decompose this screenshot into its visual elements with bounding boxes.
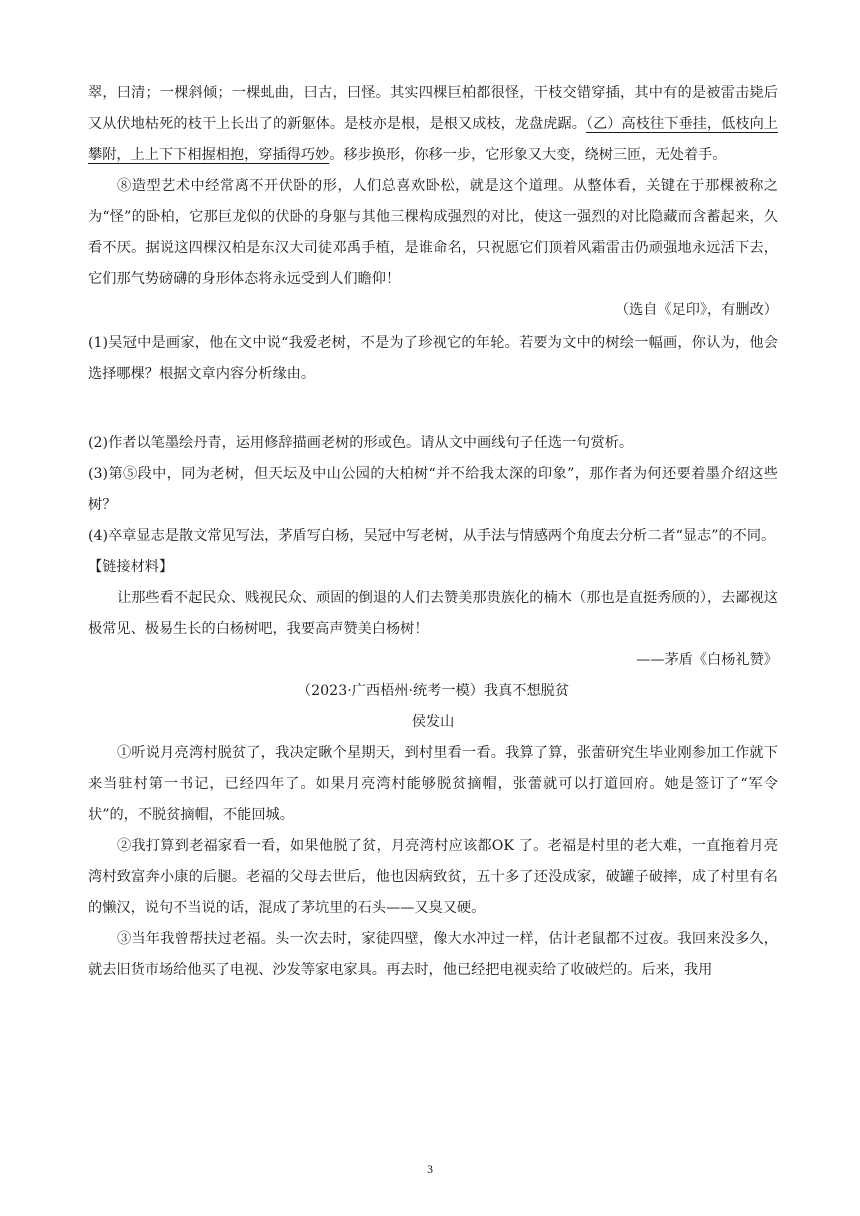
link-material-text: 让那些看不起民众、贱视民众、顽固的倒退的人们去赞美那贵族化的楠木（那也是直挺秀颀的），去鄙视这极常见、极易生长的白杨树吧，我要高声赞美白杨树！	[88, 590, 778, 637]
passage1-paragraph-7	[88, 78, 778, 171]
link-material-heading: 【链接材料】	[88, 559, 174, 575]
page-number: 3	[427, 1162, 433, 1176]
passage2-paragraph-3: ③当年我曾帮扶过老福。头一次去时，家徒四壁，像大水冲过一样，估计老鼠都不过夜。我回来没多久，就去旧货市场给他买了电视、沙发等家电家具。再去时，他已经把电视卖给了收破烂的。后来，我用	[88, 931, 778, 978]
question-1: (1)吴冠中是画家，他在文中说“我爱老树，不是为了珍视它的年轮。若要为文中的树绘一幅画，你认为，他会选择哪棵？根据文章内容分析缘由。	[88, 335, 778, 382]
page-content	[88, 78, 778, 986]
source-note: （选自《足印》，有删改）	[614, 302, 778, 318]
passage2-paragraph-1: ①听说月亮湾村脱贫了，我决定瞅个星期天，到村里看一看。我算了算，张蕾研究生毕业刚参加工作就下来当驻村第一书记，已经四年了。如果月亮湾村能够脱贫摘帽，张蕾就可以打道回府。她是签订了“军令状”的，不脱贫摘帽，不能回城。	[88, 745, 778, 823]
passage2-author: 侯发山	[411, 714, 455, 730]
link-material-attribution: ——茅盾《白杨礼赞》	[636, 652, 778, 668]
question-2: (2)作者以笔墨绘丹青，运用修辞描画老树的形或色。请从文中画线句子任选一句赏析。	[88, 435, 634, 451]
passage2-paragraph-2: ②我打算到老福家看一看，如果他脱了贫，月亮湾村应该都OK 了。老福是村里的老大难，一直拖着月亮湾村致富奔小康的后腿。老福的父母去世后，他也因病致贫，五十多了还没成家，破罐子破摔，成了村里有名的懒汉，说句不当说的话，混成了茅坑里的石头——又臭又硬。	[88, 838, 778, 916]
answer-space	[88, 390, 778, 428]
question-4: (4)卒章显志是散文常见写法，茅盾写白杨，吴冠中写老树，从手法与情感两个角度去分析二者“显志”的不同。	[88, 528, 776, 544]
underlined-sentence-yi: （乙）高枝往下垂挂，低枝向上攀附，上上下下相握相抱，穿插得巧妙	[88, 116, 778, 163]
passage2-title: （2023·广西梧州·统考一模）我真不想脱贫	[296, 683, 570, 699]
paragraph-7-text: 翠，曰清；一棵斜倾；一棵虬曲，曰古，曰怪。其实四棵巨柏都很怪，干枝交错穿插，其中有的是被雷击毙后又从伏地枯死的枝干上长出了的新躯体。是枝亦是根，是根又成枝，龙盘虎踞。	[88, 85, 778, 132]
passage1-paragraph-8: ⑧造型艺术中经常离不开伏卧的形，人们总喜欢卧松，就是这个道理。从整体看，关键在于那棵被称之为“怪”的卧柏，它那巨龙似的伏卧的身躯与其他三棵构成强烈的对比，使这一强烈的对比隐藏而含蓄起来，久看不厌。据说这四棵汉柏是东汉大司徒邓禹手植，是谁命名，只祝愿它们顶着风霜雷击仍顽强地永远活下去，它们那气势磅礴的身形体态将永远受到人们瞻仰！	[88, 178, 778, 287]
question-3: (3)第⑤段中，同为老树，但天坛及中山公园的大柏树“并不给我太深的印象”，那作者为何还要着墨介绍这些树？	[88, 466, 778, 513]
paragraph-7-end: 。移步换形，你移一步，它形象又大变，绕树三匝，无处着手。	[329, 147, 727, 163]
